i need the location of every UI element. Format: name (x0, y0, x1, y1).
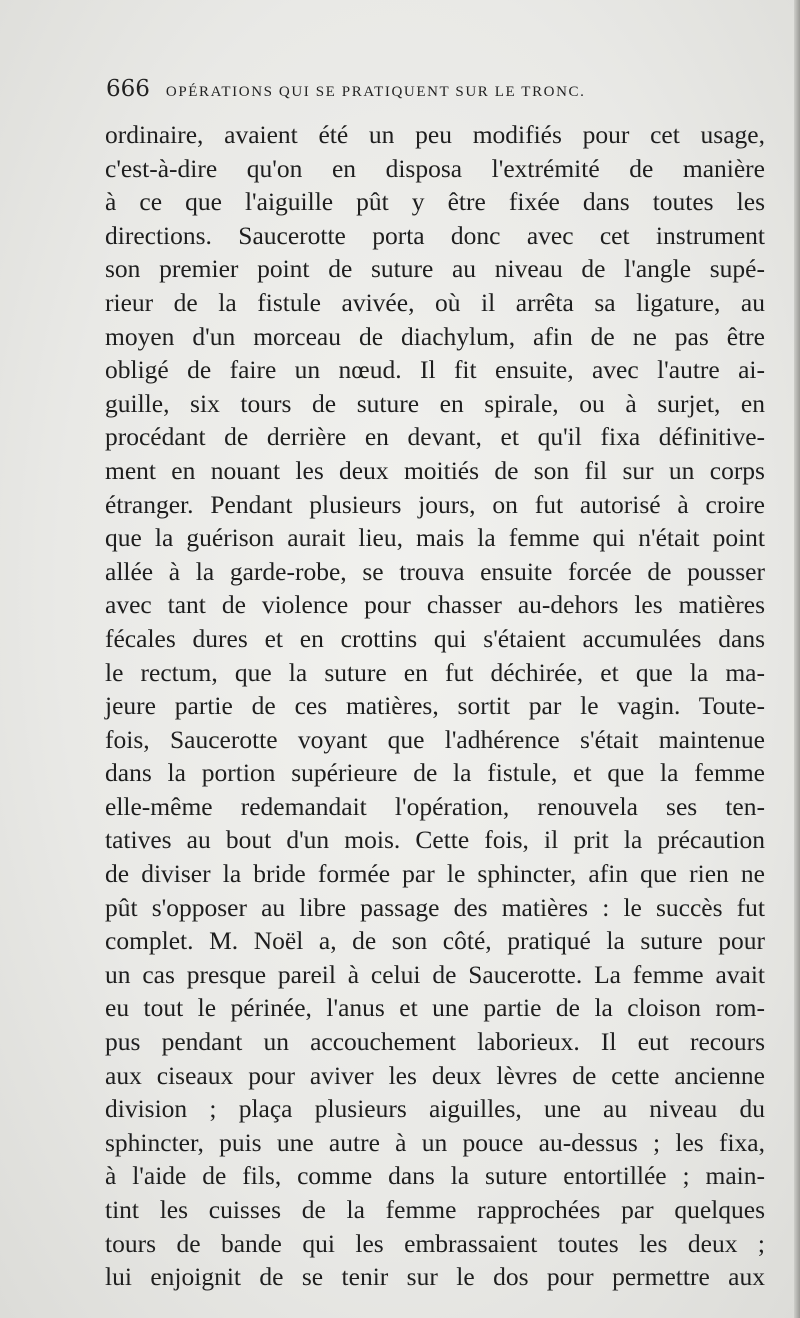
text-line: complet. M. Noël a, de son côté, pratiqué la suture pour (105, 926, 765, 956)
text-line: ment en nouant les deux moitiés de son fil sur un corps (105, 455, 765, 485)
text-line: à ce que l'aiguille pût y être fixée dans toutes les (105, 187, 765, 217)
text-line: tours de bande qui les embrassaient toutes les deux ; (105, 1228, 765, 1258)
text-line: guille, six tours de suture en spirale, ou à surjet, en (105, 388, 765, 418)
text-line: c'est-à-dire qu'on en disposa l'extrémité de manière (105, 153, 765, 183)
body-text (105, 118, 765, 1294)
text-line: allée à la garde-robe, se trouva ensuite forcée de pousser (105, 556, 765, 586)
text-line: division ; plaça plusieurs aiguilles, une au niveau du (105, 1094, 765, 1124)
text-line: elle-même redemandait l'opération, renouvela ses ten- (105, 791, 765, 821)
text-line: jeure partie de ces matières, sortit par le vagin. Toute- (105, 691, 765, 721)
text-line: un cas presque pareil à celui de Saucerotte. La femme avait (105, 959, 765, 989)
text-line: pus pendant un accouchement laborieux. Il eut recours (105, 1027, 765, 1057)
text-line: rieur de la fistule avivée, où il arrêta sa ligature, au (105, 287, 765, 317)
running-title: OPÉRATIONS QUI SE PRATIQUENT SUR LE TRONC. (165, 84, 586, 100)
text-line: à l'aide de fils, comme dans la suture entortillée ; main- (105, 1161, 765, 1191)
text-line: moyen d'un morceau de diachylum, afin de ne pas être (105, 321, 765, 351)
text-line: étranger. Pendant plusieurs jours, on fut autorisé à croire (105, 489, 765, 519)
text-line: son premier point de suture au niveau de l'angle supé- (105, 254, 765, 284)
text-line: fois, Saucerotte voyant que l'adhérence s'était maintenue (105, 724, 765, 754)
text-line: tint les cuisses de la femme rapprochées par quelques (105, 1195, 765, 1224)
text-line: obligé de faire un nœud. Il fit ensuite, avec l'autre ai- (105, 355, 765, 385)
text-line: sphincter, puis une autre à un pouce au-dessus ; les fixa, (105, 1127, 765, 1157)
text-line: avec tant de violence pour chasser au-dehors les matières (105, 590, 765, 620)
text-line: directions. Saucerotte porta donc avec cet instrument (105, 220, 765, 250)
text-line: tatives au bout d'un mois. Cette fois, il prit la précaution (105, 825, 765, 855)
text-line: dans la portion supérieure de la fistule, et que la femme (105, 758, 765, 788)
text-line: procédant de derrière en devant, et qu'il fixa définitive- (105, 422, 765, 452)
page-number: 666 (106, 76, 150, 102)
page-header (106, 76, 762, 106)
page-edge-shadow (794, 0, 800, 1318)
text-line: que la guérison aurait lieu, mais la femme qui n'était point (105, 523, 765, 553)
text-line: ordinaire, avaient été un peu modifiés pour cet usage, (105, 120, 765, 149)
text-line: lui enjoignit de se tenir sur le dos pour permettre aux (105, 1262, 765, 1292)
text-line: eu tout le périnée, l'anus et une partie de la cloison rom- (105, 993, 765, 1023)
text-line: fécales dures et en crottins qui s'étaient accumulées dans (105, 623, 765, 653)
text-line: pût s'opposer au libre passage des matières : le succès fut (105, 892, 765, 922)
text-line: de diviser la bride formée par le sphincter, afin que rien ne (105, 859, 765, 889)
text-line: aux ciseaux pour aviver les deux lèvres de cette ancienne (105, 1060, 765, 1090)
text-line: le rectum, que la suture en fut déchirée, et que la ma- (105, 657, 765, 687)
